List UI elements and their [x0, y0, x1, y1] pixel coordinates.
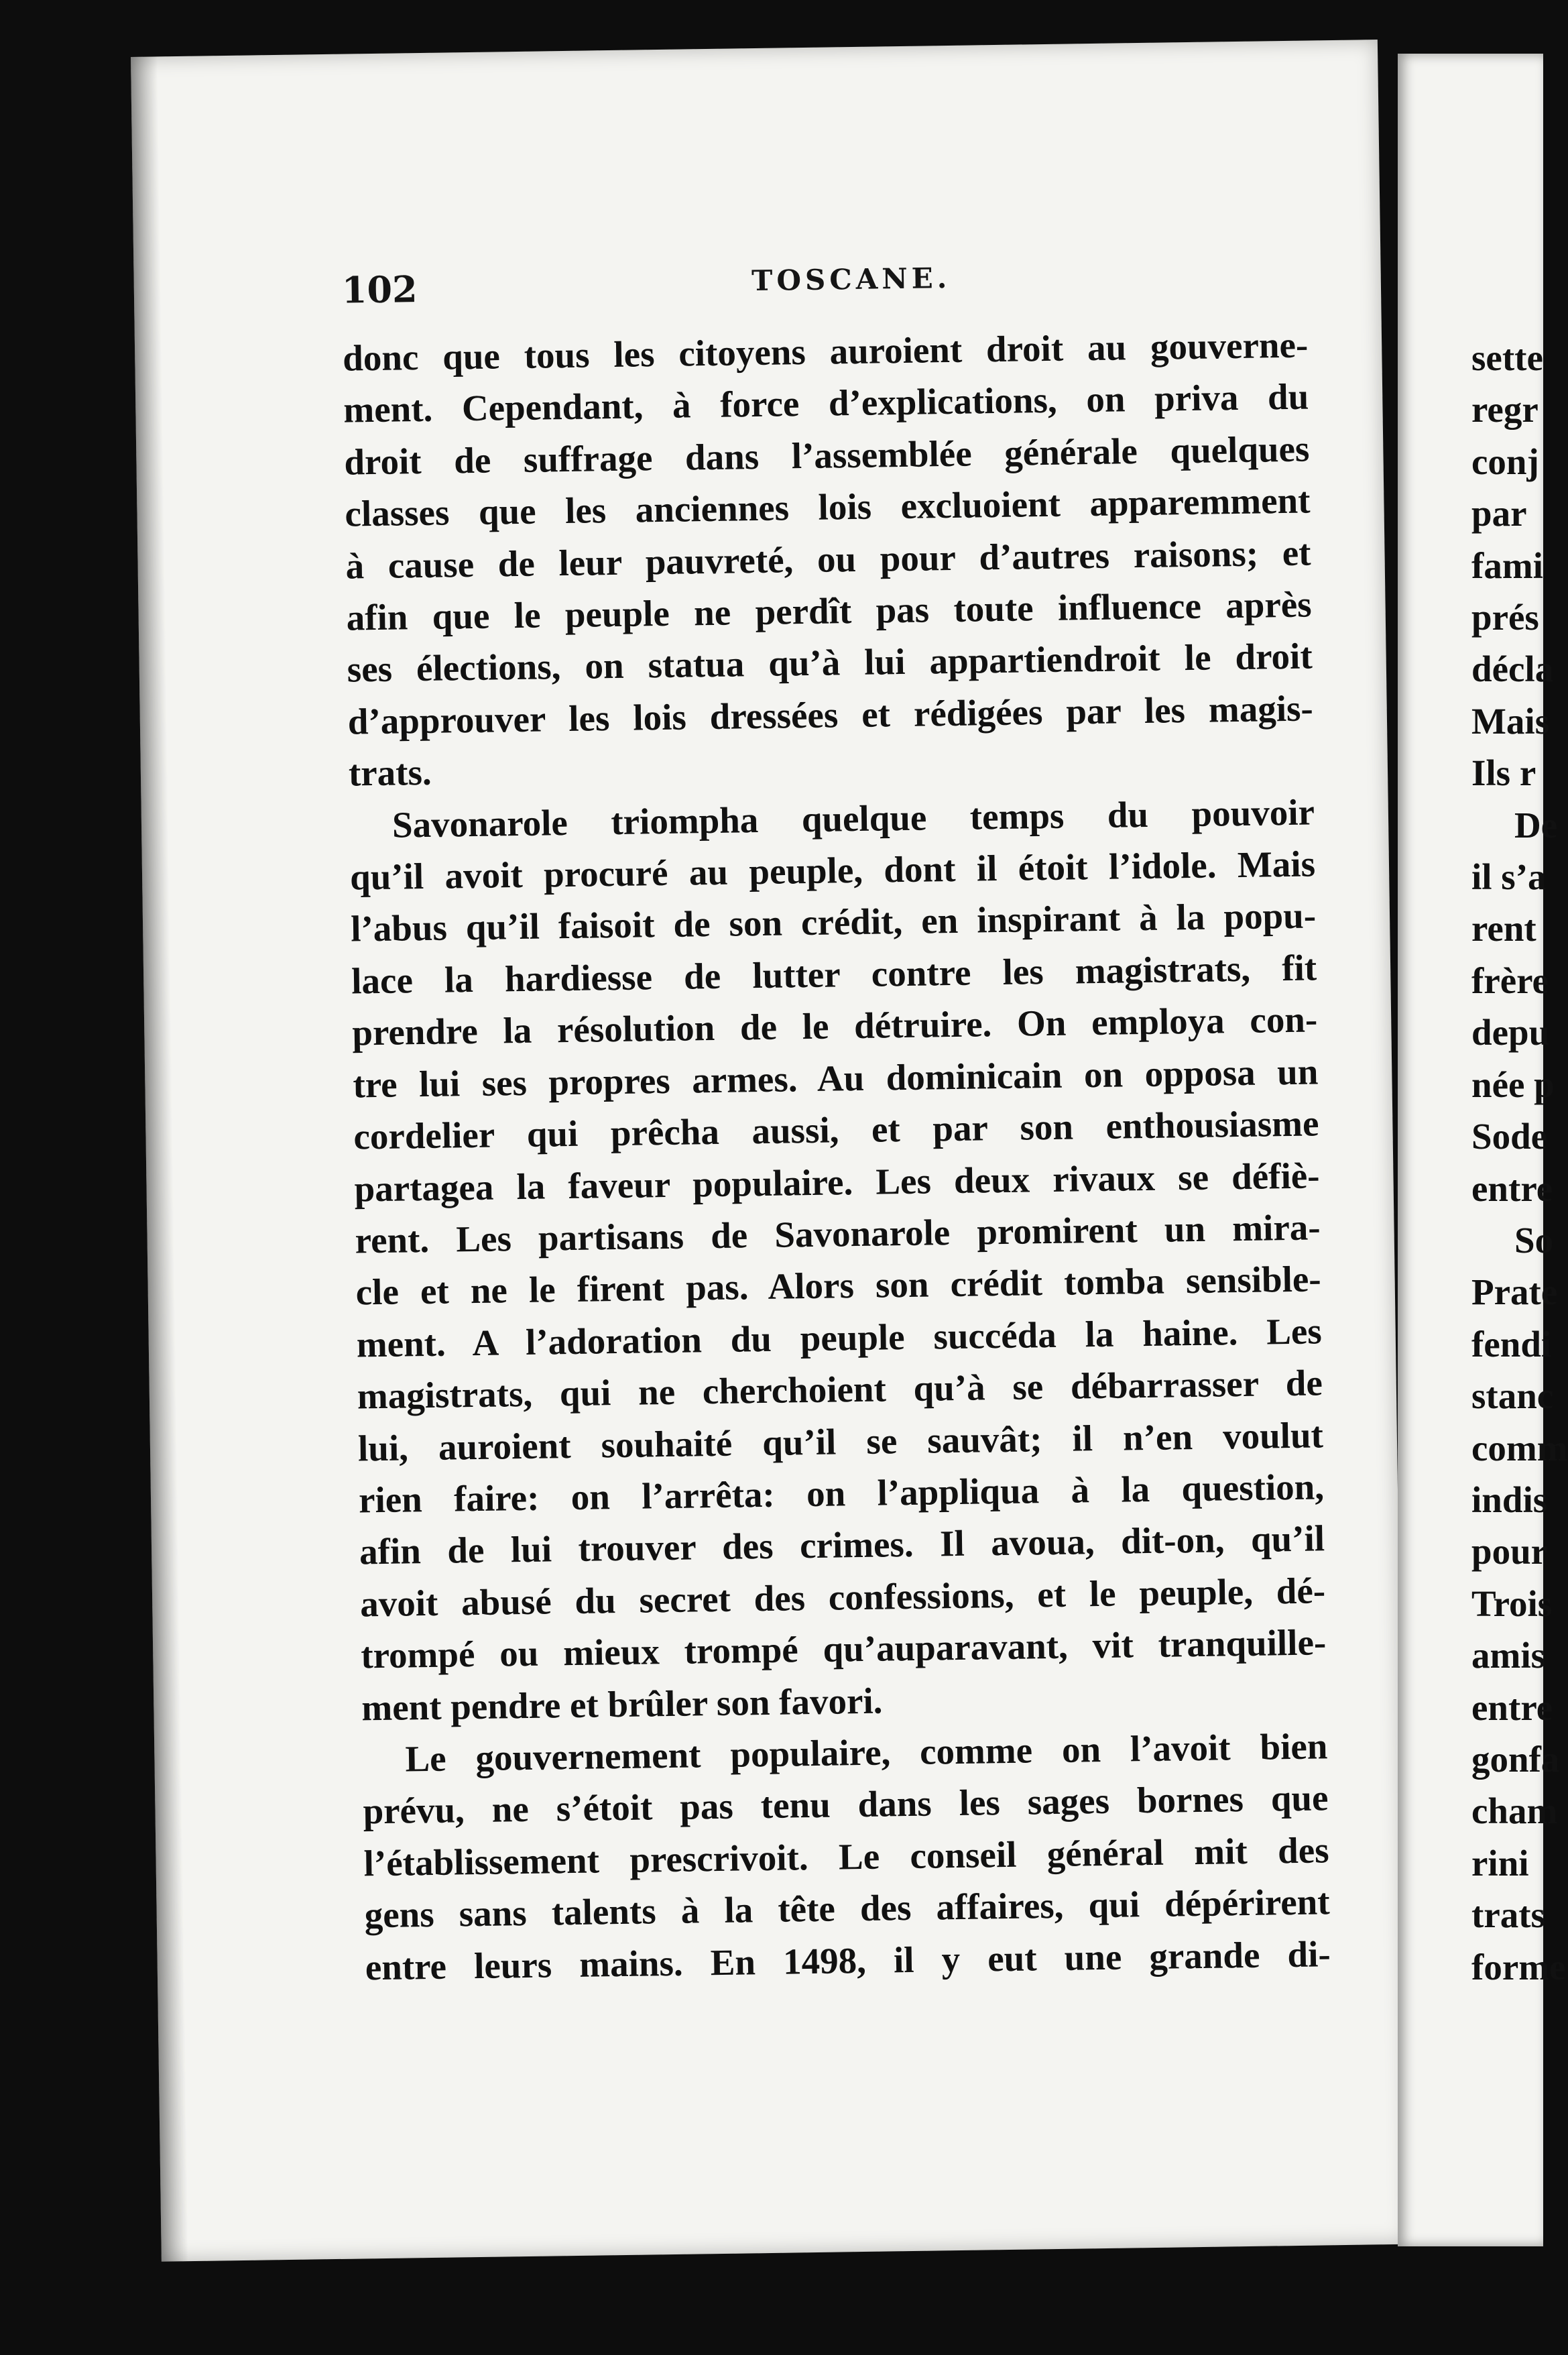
text-line: lace la hardiesse de lutter contre les magistrats, fit — [351, 947, 1317, 1002]
facing-line: trats — [1471, 1894, 1545, 1936]
page-header — [341, 241, 1361, 322]
facing-line: frère — [1471, 960, 1549, 1001]
facing-line: il s’a — [1471, 856, 1547, 898]
text-line: rien faire: on l’arrêta: on l’appliqua à la question, — [358, 1466, 1325, 1521]
text-line: qu’il avoit procuré au peuple, dont il étoit l’idole. Mais — [349, 843, 1316, 898]
facing-line: rent — [1471, 908, 1536, 950]
facing-line: Trois — [1471, 1583, 1553, 1624]
text-line: ses élections, on statua qu’à lui appartiendroit le droit — [347, 635, 1313, 691]
facing-page-edge — [1398, 54, 1568, 2246]
text-line: cle et ne le firent pas. Alors son crédit tomba sensible- — [355, 1258, 1322, 1313]
facing-line: Ils r — [1471, 752, 1536, 794]
text-line: afin que le peuple ne perdît pas toute influence après — [346, 583, 1312, 638]
facing-line: sette — [1471, 337, 1543, 378]
facing-line: So — [1514, 1219, 1554, 1261]
facing-line: par — [1471, 493, 1527, 534]
text-line: donc que tous les citoyens auroient droit au gouverne- — [342, 324, 1309, 379]
text-line: tre lui ses propres armes. Au dominicain on opposa un — [353, 1051, 1319, 1106]
text-line: ment. A l’adoration du peuple succéda la haine. Les — [356, 1310, 1323, 1365]
facing-line: Prate — [1471, 1271, 1558, 1313]
text-line: ment. Cependant, à force d’explications, on priva du — [343, 376, 1309, 431]
text-line: droit de suffrage dans l’assemblée générale quelques — [344, 428, 1310, 483]
facing-line: Mais — [1471, 700, 1550, 742]
text-line: trats. — [348, 752, 432, 794]
page-number: 102 — [341, 268, 418, 312]
facing-line: gonfa — [1471, 1738, 1560, 1780]
facing-line: entre — [1471, 1167, 1553, 1209]
facing-line: prés — [1471, 597, 1539, 638]
facing-page-text — [1471, 332, 1568, 1993]
facing-line: fendi — [1471, 1323, 1552, 1365]
text-line: trompé ou mieux trompé qu’auparavant, vit tranquille- — [360, 1621, 1327, 1676]
facing-line: conj — [1471, 441, 1539, 482]
facing-line: fami — [1471, 544, 1543, 586]
facing-line: forme — [1471, 1946, 1566, 1988]
text-line: à cause de leur pauvreté, ou pour d’autres raisons; et — [345, 532, 1311, 587]
facing-line: amis — [1471, 1635, 1545, 1676]
text-line: magistrats, qui ne cherchoient qu’à se débarrasser de — [357, 1362, 1323, 1417]
facing-line: stanc — [1471, 1375, 1554, 1417]
text-line: gens sans talents à la tête des affaires, qui dépérirent — [364, 1881, 1331, 1936]
text-line: cordelier qui prêcha aussi, et par son enthousiasme — [353, 1102, 1319, 1157]
text-line: l’abus qu’il faisoit de son crédit, en inspirant à la popu- — [350, 895, 1317, 950]
text-line: ment pendre et brûler son favori. — [361, 1680, 883, 1728]
facing-line: rini — [1471, 1842, 1529, 1884]
text-line: avoit abusé du secret des confessions, et le peuple, dé- — [359, 1570, 1326, 1625]
facing-line: Sode — [1471, 1116, 1548, 1157]
text-line: prévu, ne s’étoit pas tenu dans les sages bornes que — [363, 1777, 1329, 1832]
text-line: lui, auroient souhaité qu’il se sauvât; il n’en voulut — [357, 1414, 1324, 1469]
paragraph-start-line: Savonarole triompha quelque temps du pouvoir — [391, 791, 1315, 846]
spine-shadow — [131, 56, 188, 2261]
facing-line: comm — [1471, 1427, 1568, 1469]
text-line: afin de lui trouver des crimes. Il avoua, dit-on, qu’il — [359, 1517, 1325, 1572]
running-title: TOSCANE. — [751, 261, 951, 298]
facing-line: depu — [1471, 1012, 1550, 1053]
facing-line: née p — [1471, 1064, 1555, 1105]
text-line: partagea la faveur populaire. Les deux rivaux se défiè- — [354, 1154, 1320, 1210]
facing-line: entre — [1471, 1686, 1553, 1728]
text-line: prendre la résolution de le détruire. On employa con- — [351, 998, 1318, 1053]
book-page — [131, 40, 1408, 2262]
facing-line: De — [1514, 804, 1558, 846]
paragraph-start-line: Le gouvernement populaire, comme on l’avoit bien — [405, 1725, 1328, 1780]
facing-line: pour — [1471, 1531, 1548, 1572]
facing-line: cham — [1471, 1790, 1558, 1832]
facing-line: regr — [1471, 389, 1539, 430]
text-line: classes que les anciennes lois excluoient apparemment — [345, 479, 1311, 534]
body-text — [343, 319, 1331, 1994]
text-line: entre leurs mains. En 1498, il y eut une grande di- — [365, 1933, 1331, 1988]
text-line: l’établissement prescrivoit. Le conseil général mit des — [363, 1829, 1329, 1884]
facing-line: indis — [1471, 1479, 1548, 1520]
text-line: rent. Les partisans de Savonarole promirent un mira- — [355, 1206, 1321, 1261]
facing-line: décla — [1471, 648, 1554, 690]
text-line: d’approuver les lois dressées et rédigées par les magis- — [347, 687, 1314, 742]
